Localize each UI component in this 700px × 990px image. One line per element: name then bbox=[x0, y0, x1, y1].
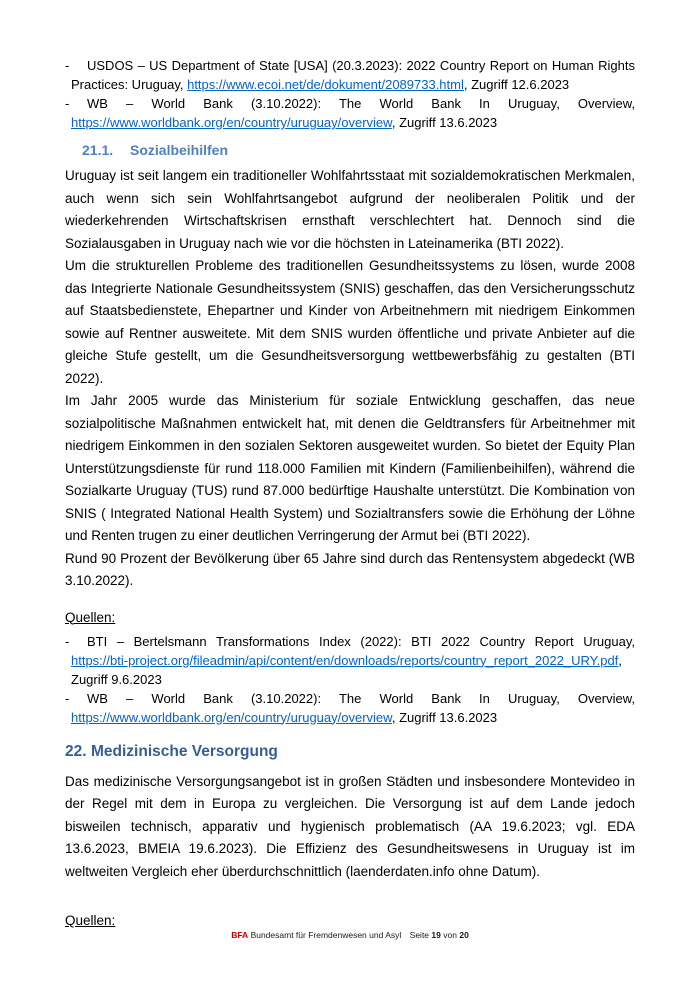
footer-brand: BFA bbox=[231, 930, 249, 940]
section-source-list bbox=[65, 632, 635, 727]
source-item bbox=[65, 632, 635, 689]
section-heading-sozialbeihilfen bbox=[82, 142, 635, 158]
source-text: WB – World Bank (3.10.2022): The World Bank In Uruguay, Overview, bbox=[87, 690, 635, 706]
top-source-list bbox=[65, 56, 635, 132]
source-text: , Zugriff 12.6.2023 bbox=[463, 77, 570, 92]
paragraph: Um die strukturellen Probleme des traditionellen Gesundheitssystems zu lösen, wurde 2008 das Integrierte Nationale Gesundheitssystem (SNIS) geschaffen, das den Versicherungsschutz auf Staatsbedienstete, Ehepartner und Kinder von Arbeitnehmern mit niedrigem Einkommen sowie auf Rentner ausweitete. Mit dem SNIS wurden öffentliche und private Anbieter auf die gleiche Stufe gestellt, um die Gesundheitsversorgung wettbewerbsfähig zu gestalten (BTI 2022). bbox=[65, 258, 635, 386]
list-dash-icon: - bbox=[65, 633, 70, 649]
paragraph: Uruguay ist seit langem ein traditioneller Wohlfahrtsstaat mit sozialdemokratischen Merkmalen, auch wenn sich sein Wohlfahrtsangebot aufgrund der neoliberalen Politik und der wiederkehrenden Wirtschaftskrisen ernsthaft verschlechtert hat. Dennoch sind die Sozialausgaben in Uruguay nach wie vor die höchsten in Lateinamerika (BTI 2022). bbox=[65, 168, 635, 251]
source-link[interactable]: https://bti-project.org/fileadmin/api/content/en/downloads/reports/country_report_2022_URY.pdf bbox=[71, 652, 619, 668]
source-link[interactable]: https://www.ecoi.net/de/dokument/2089733.html bbox=[187, 77, 464, 92]
section-title: Medizinische Versorgung bbox=[91, 742, 278, 760]
footer-page-total: 20 bbox=[459, 930, 469, 940]
section-title: Sozialbeihilfen bbox=[130, 142, 229, 158]
section-heading-medizinische-versorgung bbox=[65, 743, 635, 761]
quellen-label: Quellen: bbox=[65, 913, 116, 928]
footer-page-label: Seite bbox=[409, 930, 430, 940]
footer-page-separator: von bbox=[443, 930, 457, 940]
source-item bbox=[65, 56, 635, 94]
source-link[interactable]: https://www.worldbank.org/en/country/uruguay/overview bbox=[71, 115, 392, 130]
list-dash-icon: - bbox=[65, 96, 70, 111]
source-item bbox=[65, 94, 635, 132]
footer-page-current: 19 bbox=[431, 930, 441, 940]
source-link[interactable]: https://www.worldbank.org/en/country/uruguay/overview bbox=[71, 709, 392, 725]
quellen-label: Quellen: bbox=[65, 609, 116, 625]
source-text: BTI – Bertelsmann Transformations Index (2022): BTI 2022 Country Report Uruguay, bbox=[87, 633, 635, 649]
page-content bbox=[65, 56, 635, 935]
page-footer bbox=[0, 930, 700, 940]
paragraph: Das medizinische Versorgungsangebot ist in großen Städten und insbesondere Montevideo in der Regel mit dem in Europa zu vergleichen. Die Versorgung ist auf dem Lande jedoch bisweilen technisch, apparativ und hygienisch problematisch (AA 19.6.2023; vgl. EDA 13.6.2023, BMEIA 19.6.2023). Die Effizienz des Gesundheitswesens in Uruguay ist im weltweiten Vergleich eher überdurchschnittlich (laenderdaten.info ohne Datum). bbox=[65, 773, 635, 879]
source-item bbox=[65, 689, 635, 727]
source-text: USDOS – US Department of State [USA] (20.3.2023): 2022 Country Report on Human Rights Practices: Uruguay, bbox=[71, 58, 635, 92]
paragraph: Im Jahr 2005 wurde das Ministerium für soziale Entwicklung geschaffen, das neue sozialpolitische Maßnahmen entwickelt hat, mit denen die Geldtransfers für Arbeitnehmer mit niedrigem Einkommen in den sozialen Sektoren ausgeweitet wurden. So bietet der Equity Plan Unterstützungsdienste für rund 118.000 Familien mit Kindern (Familienbeihilfen), während die Sozialkarte Uruguay (TUS) rund 87.000 bedürftige Haushalte unterstützt. Die Kombination von SNIS ( Integrated National Health System) und Sozialtransfers sowie die Erhöhung der Löhne und Renten trugen zu einer deutlichen Verringerung der Armut bei (BTI 2022). bbox=[65, 393, 635, 543]
section-number: 22. bbox=[65, 742, 87, 760]
section-number: 21.1. bbox=[82, 142, 114, 158]
paragraph: Rund 90 Prozent der Bevölkerung über 65 Jahre sind durch das Rentensystem abgedeckt (WB 3.10.2022). bbox=[65, 550, 635, 588]
source-text: , Zugriff 9.6.2023 bbox=[71, 652, 622, 687]
source-text: , Zugriff 13.6.2023 bbox=[391, 709, 498, 725]
list-dash-icon: - bbox=[65, 58, 70, 73]
source-text: , Zugriff 13.6.2023 bbox=[391, 115, 498, 130]
footer-org-name: Bundesamt für Fremdenwesen und Asyl bbox=[250, 930, 402, 940]
list-dash-icon: - bbox=[65, 690, 70, 706]
source-text: WB – World Bank (3.10.2022): The World Bank In Uruguay, Overview, bbox=[87, 96, 635, 111]
